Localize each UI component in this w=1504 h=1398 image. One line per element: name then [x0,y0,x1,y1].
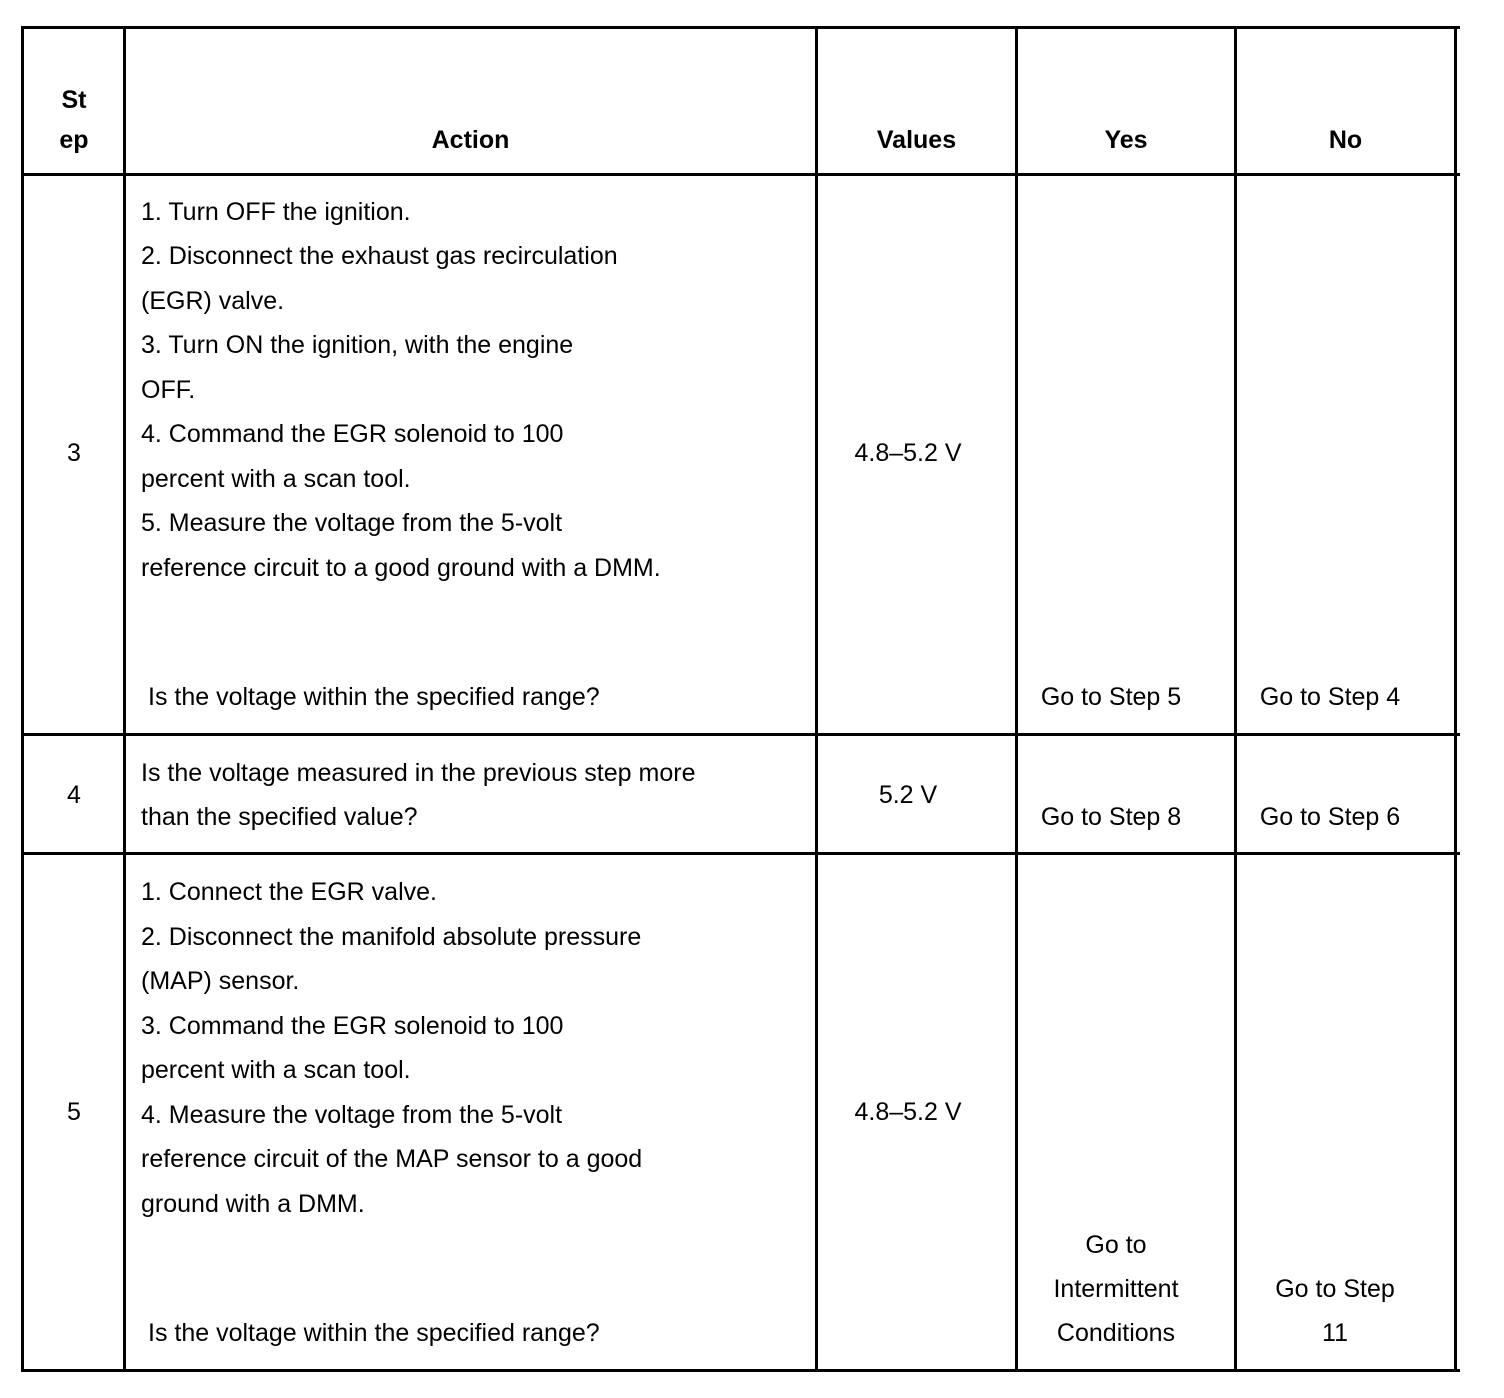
action-line: reference circuit to a good ground with a DMM. [141,554,661,582]
action-line: 3. Turn ON the ignition, with the engine [141,331,574,359]
table-rule [815,26,818,1372]
table-rule [1454,26,1457,1372]
yes-cell: Go to Step 5 [1040,683,1182,711]
header-action: Action [431,126,510,154]
step-number: 4 [67,781,81,809]
header-no: No [1328,126,1363,154]
table-rule [21,26,1460,29]
action-line: reference circuit of the MAP sensor to a good [141,1145,643,1173]
action-line: (MAP) sensor. [141,967,300,995]
action-line: percent with a scan tool. [141,1056,411,1084]
action-line: 2. Disconnect the manifold absolute pressure [141,923,642,951]
value-cell: 4.8–5.2 V [854,1098,962,1126]
action-line: than the specified value? [141,803,418,831]
table-rule [21,1369,1460,1372]
header-values: Values [876,126,957,154]
action-line: ground with a DMM. [141,1190,365,1218]
no-cell: Go to Step [1275,1275,1395,1303]
step-number: 5 [67,1098,81,1126]
table-rule [21,26,24,1372]
step-number: 3 [67,439,81,467]
action-question: Is the voltage within the specified range? [148,1319,600,1347]
action-line: Is the voltage measured in the previous step more [141,759,696,787]
header-step-line2: ep [59,126,89,154]
no-cell: Go to Step 4 [1259,683,1401,711]
action-line: OFF. [141,376,196,404]
header-step-line1: St [61,86,87,114]
action-line: 1. Turn OFF the ignition. [141,198,411,226]
table-rule [21,733,1460,736]
table-rule [123,26,126,1372]
action-line: 1. Connect the EGR valve. [141,878,437,906]
yes-cell: Intermittent [1053,1275,1179,1303]
yes-cell: Conditions [1056,1319,1176,1347]
action-line: 2. Disconnect the exhaust gas recirculation [141,242,618,270]
yes-cell: Go to [1085,1231,1147,1259]
action-line: (EGR) valve. [141,287,285,315]
table-rule [21,173,1460,176]
action-line: 5. Measure the voltage from the 5-volt [141,509,563,537]
value-cell: 4.8–5.2 V [854,439,962,467]
header-yes: Yes [1104,126,1148,154]
action-line: percent with a scan tool. [141,465,411,493]
no-cell: 11 [1322,1319,1348,1347]
action-line: 3. Command the EGR solenoid to 100 [141,1012,564,1040]
action-line: 4. Command the EGR solenoid to 100 [141,420,564,448]
yes-cell: Go to Step 8 [1040,803,1182,831]
action-line: 4. Measure the voltage from the 5-volt [141,1101,563,1129]
value-cell: 5.2 V [878,781,938,809]
table-rule [21,852,1460,855]
action-question: Is the voltage within the specified range? [148,683,600,711]
no-cell: Go to Step 6 [1259,803,1401,831]
